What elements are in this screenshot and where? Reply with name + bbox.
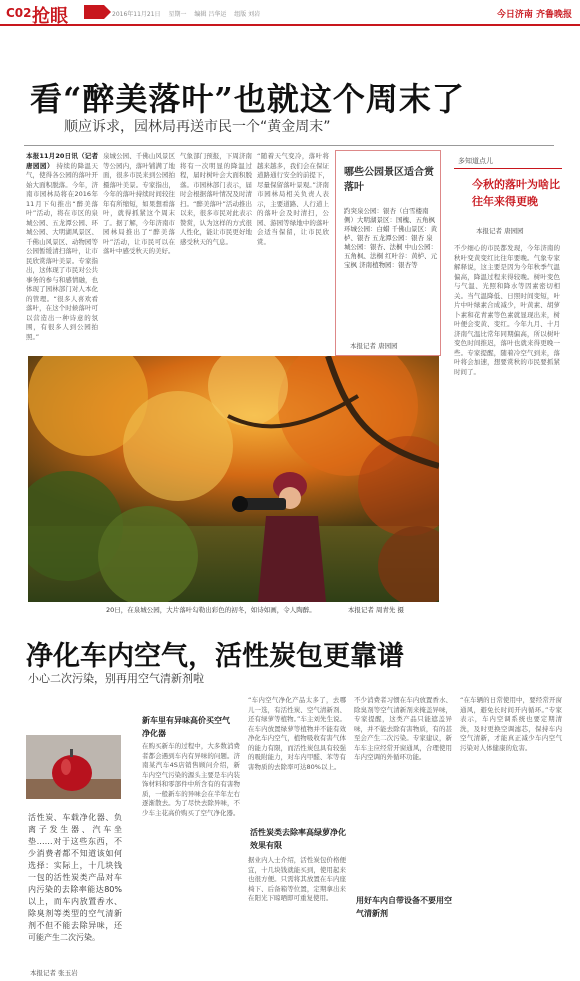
story2-subheading-a: 新车里有异味高价买空气净化器 [142, 716, 230, 738]
sidebar-title: 今秋的落叶为啥比往年来得更晚 [472, 178, 560, 208]
story1-column-2: 泉城公园、千佛山风景区等公园内，落叶铺满了地面，很多市民来到公园拍摄落叶美景。专家指出，今年的落叶持续时间较往年有所缩短，如果想看落叶，就得抓紧这个周末了。据了解，今年济南市园林局推出了“醉美落叶”活动，让市民可以在落叶中感受秋天的美好。 [103, 152, 175, 255]
info-box-credit: 本报记者 唐园园 [350, 342, 398, 350]
air-purifier-photo [26, 735, 121, 799]
meta-date: 2016年11月21日 [112, 11, 161, 18]
photo-illustration [28, 356, 439, 602]
story1-headline: 看“醉美落叶”也就这个周末了 [30, 80, 465, 118]
meta-layout: 组版 刘岩 [234, 11, 261, 18]
story2-sidebar-text: 活性炭、车载净化器、负离子发生器、汽车坐垫……对于这些东西，不少消费者都不知道该如何选择：实际上，十几块钱一包的活性炭类产品对车内污染的去除率能达80%以上，而车内放置香水、除臭剂等类型的空气清新剂不但不能去除异味，还可能产生二次污染。 [28, 813, 122, 942]
sidebar-divider [454, 168, 562, 169]
sidebar-credit: 本报记者 唐园园 [476, 227, 524, 235]
meta-editor: 编辑 吕华运 [194, 11, 227, 18]
apple-purifier-illustration [26, 735, 121, 799]
divider [24, 145, 554, 146]
page-number: C02 [6, 6, 32, 20]
story1-subhead: 顺应诉求，园林局再送市民一个“黄金周末” [64, 119, 331, 135]
story2-column-3: 据业内人士介绍，活性炭包价格便宜，十几块钱就能买到，使用起来也很方便。只需将其放置在车内座椅下、后备箱等位置，定期拿出来在阳光下晾晒即可重复使用。 [248, 856, 346, 902]
photo-caption [106, 605, 404, 614]
story1-column-1 [26, 152, 98, 348]
section-title: 抢眼 [32, 6, 68, 27]
story2-subheading-b: 活性炭类去除率高绿萝净化效果有限 [250, 828, 346, 850]
story2-subheading-c: 用好车内自带设备不要用空气清新剂 [356, 896, 452, 918]
section-arrow-icon [84, 5, 104, 19]
story2-column-1: 在购买新车的过程中，大多数消费者都会遇到车内有异味的问题。济南某汽车4S店销售顾问介绍，新车内空气污染的源头主要是车内装饰材料和零部件中所含有的有害物质，一般新车的异味会在半年左右逐渐散去。为了尽快去除异味，不少车主花高价购买了空气净化器。 [142, 742, 240, 817]
story2-column-5: “在车辆的日常使用中，要经常开窗通风，避免长时间开内循环。”专家表示，车内空调系统也要定期清洗，及时更换空调滤芯，保持车内空气清新，才能真正减少车内空气污染对人体健康的危害。 [460, 696, 562, 752]
page-meta [112, 9, 266, 18]
photo-credit: 本报记者 周青先 摄 [347, 606, 404, 614]
sidebar-body: 不少细心的市民都发现，今年济南的秋叶变黄变红比往年要晚。气象专家解释说，这主要是因为今年秋季气温偏高，降温过程来得较晚。树叶变色与气温、光照和降水等因素密切相关。当气温降低、日照时间变短，叶片中叶绿素合成减少，叶黄素、胡萝卜素和花青素等色素就显现出来，树叶便会变黄、变红。今年九月、十月济南气温比常年同期偏高，所以树叶变色时间推迟，落叶也就来得更晚一些。专家提醒，随着冷空气到来，落叶将会加速，想要赏秋的市民要抓紧时间了。 [454, 244, 560, 376]
info-box-body: 趵突泉公园：银杏（白雪楼南侧）大明湖景区：国槐、五角枫 环城公园：白蜡 千佛山景区：黄栌、银杏 五龙潭公园：银杏 泉城公园：银杏、法桐 中山公园：五角枫、法桐 红叶谷：黄栌、元宝枫 济南植物园：银杏等 [344, 207, 438, 269]
brand-logo: 今日济南 齐鲁晚报 [496, 10, 572, 20]
story2-sidebar-credit: 本报记者 张玉岩 [30, 969, 78, 977]
info-box [335, 150, 441, 356]
autumn-photo [28, 356, 439, 602]
story1-column-4: “随着天气变冷，落叶将越来越多，我们会在保证道路通行安全的前提下，尽量保留落叶景观。”济南市园林局相关负责人表示，主要道路、人行道上的落叶会及时清扫，公园、游园等绿地中的落叶会适当保留，让市民欣赏。 [257, 152, 329, 246]
sidebar-tag: 多知道点儿 [458, 157, 493, 165]
story2-column-2: “车内空气净化产品太多了，去哪儿一选，有活性炭、空气清新剂、还有绿萝等植物。”车主刘先生说。在车内放置绿萝等植物并不能有效净化车内空气，植物吸收有害气体的能力有限，而活性炭包具有较强的吸附能力，对车内甲醛、苯等有害物质的去除率可达80%以上。 [248, 696, 346, 771]
story1-col1-text: 持续的降温天气，使得各公园的落叶开始大面积脱落。今年，济南市园林局将在2016年11月下旬推出“醉美落叶”活动，将在市区的泉城公园、五龙潭公园、环城公园、大明湖风景区、千佛山风景区、动物园等公园暂缓清扫落叶，让市民欣赏落叶美景。专家指出，这体现了市民对公共事务的参与和感情融，也体现了园林部门对人本化的管理。“很多人喜欢看落叶，在这个时候落叶可以营造出一种诗意的氛围，有很多人到公园拍照。” [26, 161, 98, 341]
story2-column-4: 不少消费者习惯在车内放置香水、除臭剂等空气清新剂来掩盖异味，专家提醒，这类产品只能遮盖异味，并不能去除有害物质，有的甚至会产生二次污染。专家建议，新车车主应经常开窗通风，合理使用车内空调的外循环功能。 [354, 696, 452, 761]
story1-column-3: 气象部门预报，下周济南将有一次明显的降温过程，届时树叶会大面积脱落。市园林部门表示，届时会根据落叶情况及时清扫。“醉美落叶”活动推出以来，很多市民对此表示赞赏，认为这样的方式很人性化，能让市民更好地感受秋天的气息。 [180, 152, 252, 246]
page-header [0, 0, 580, 26]
story1-byline: 本报11月20日讯（记者 唐园园） [26, 152, 98, 170]
story2-headline: 净化车内空气，活性炭包更靠谱 [26, 641, 404, 672]
photo-caption-text: 20日，在泉城公园，大片落叶勾勒出彩色的初冬，如诗如画，令人陶醉。 [106, 606, 316, 614]
info-box-title: 哪些公园景区适合赏落叶 [344, 167, 434, 193]
story2-subhead: 小心二次污染，别再用空气清新剂啦 [28, 672, 204, 685]
meta-weekday: 星期一 [168, 11, 187, 18]
